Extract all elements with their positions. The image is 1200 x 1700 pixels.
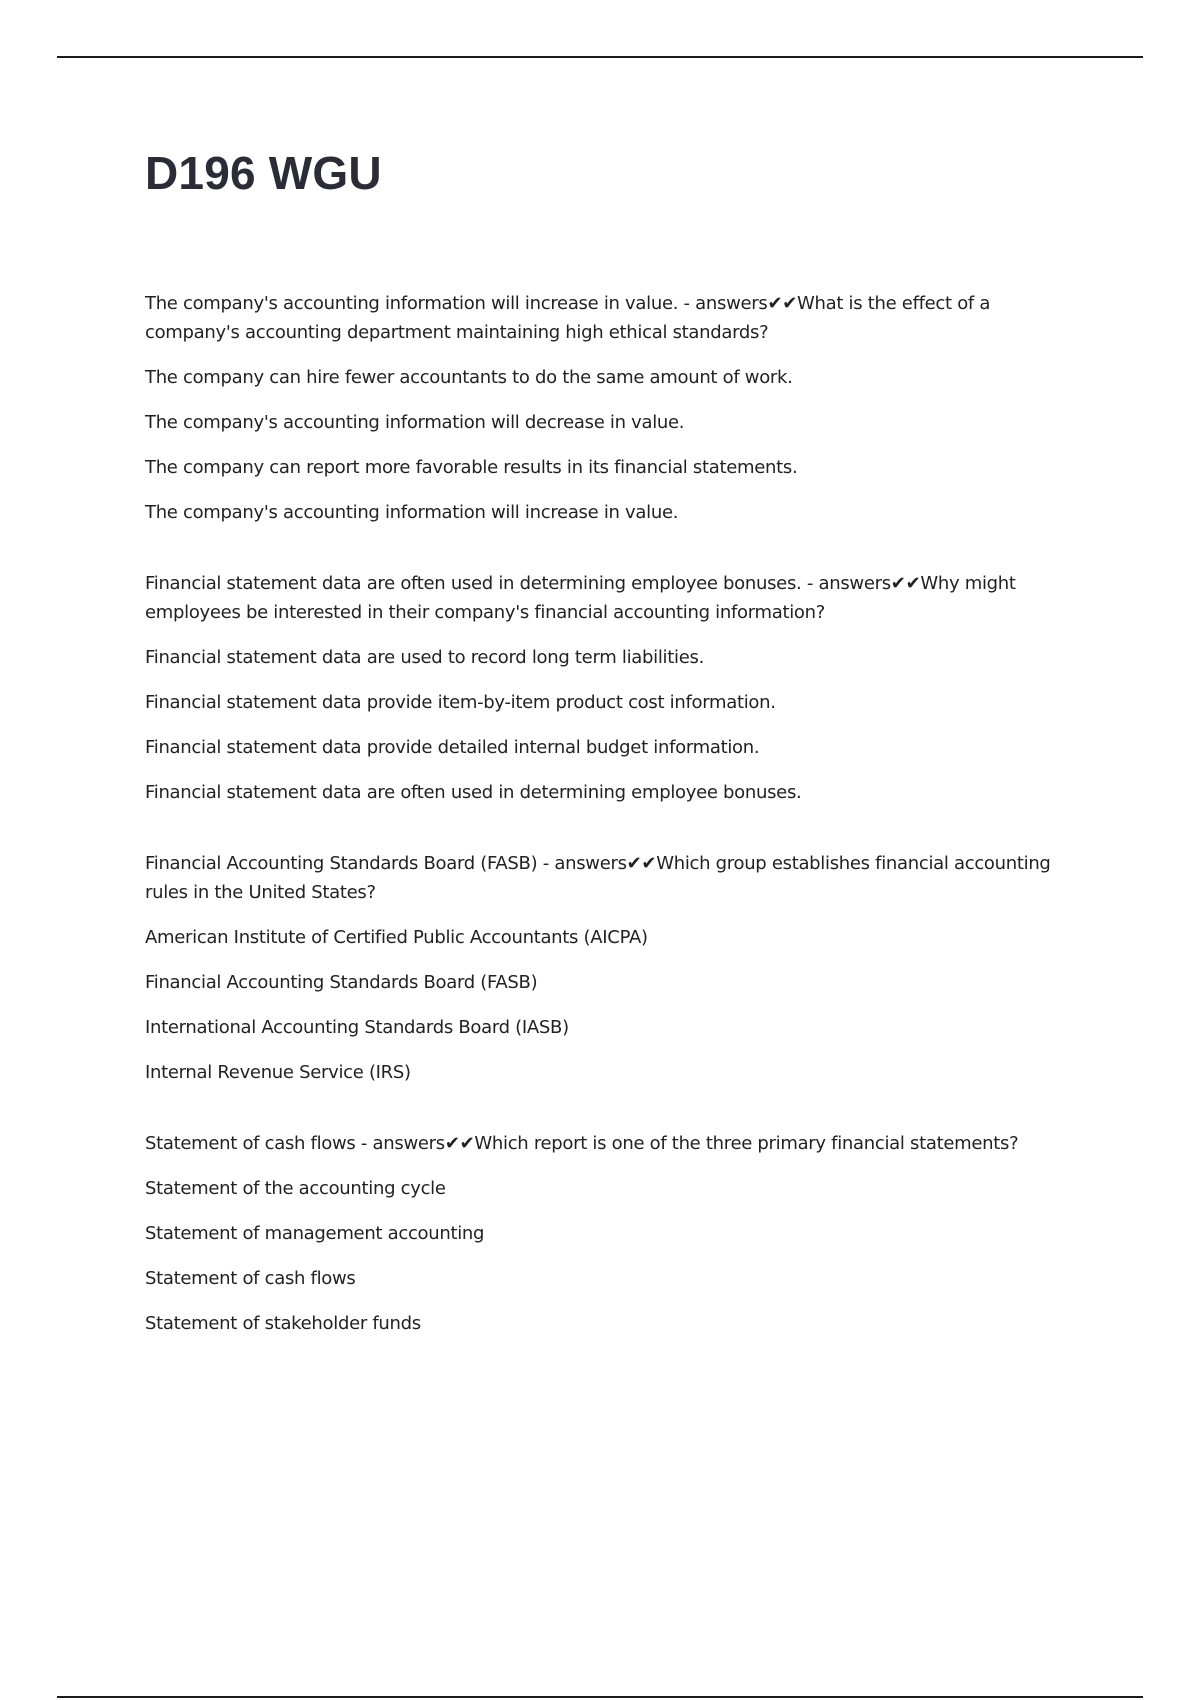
question-block <box>145 289 1085 527</box>
question-block <box>145 1129 1085 1338</box>
question-block <box>145 569 1085 807</box>
footer-rule <box>57 1696 1143 1698</box>
answer-option: The company can report more favorable results in its financial statements. <box>145 457 798 478</box>
answer-option: Internal Revenue Service (IRS) <box>145 1062 411 1083</box>
question-text: Financial Accounting Standards Board (FASB) - answers✔✔Which group establishes financial accounting rules in the United States? <box>145 853 1051 903</box>
answer-option: The company can hire fewer accountants to do the same amount of work. <box>145 367 793 388</box>
question-list <box>145 289 1085 1338</box>
answer-option: Financial statement data are often used in determining employee bonuses. <box>145 782 802 803</box>
answer-option: Statement of stakeholder funds <box>145 1313 421 1334</box>
answer-option: The company's accounting information will decrease in value. <box>145 412 685 433</box>
question-text: The company's accounting information will increase in value. - answers✔✔What is the effect of a company's accounting department maintaining high ethical standards? <box>145 293 991 343</box>
answer-option: Statement of cash flows <box>145 1268 356 1289</box>
document-title: D196 WGU <box>145 147 382 199</box>
answer-option: International Accounting Standards Board (IASB) <box>145 1017 569 1038</box>
answer-option: Financial statement data provide item-by-item product cost information. <box>145 692 776 713</box>
answer-option: Financial statement data are used to record long term liabilities. <box>145 647 704 668</box>
question-block <box>145 849 1085 1087</box>
answer-option: Financial Accounting Standards Board (FASB) <box>145 972 538 993</box>
header-rule <box>57 56 1143 58</box>
question-text: Statement of cash flows - answers✔✔Which report is one of the three primary financial statements? <box>145 1133 1019 1154</box>
answer-option: The company's accounting information will increase in value. <box>145 502 679 523</box>
question-text: Financial statement data are often used in determining employee bonuses. - answers✔✔Why might employees be interested in their company's financial accounting information? <box>145 573 1016 623</box>
answer-option: American Institute of Certified Public Accountants (AICPA) <box>145 927 648 948</box>
answer-option: Financial statement data provide detailed internal budget information. <box>145 737 760 758</box>
answer-option: Statement of the accounting cycle <box>145 1178 446 1199</box>
answer-option: Statement of management accounting <box>145 1223 485 1244</box>
